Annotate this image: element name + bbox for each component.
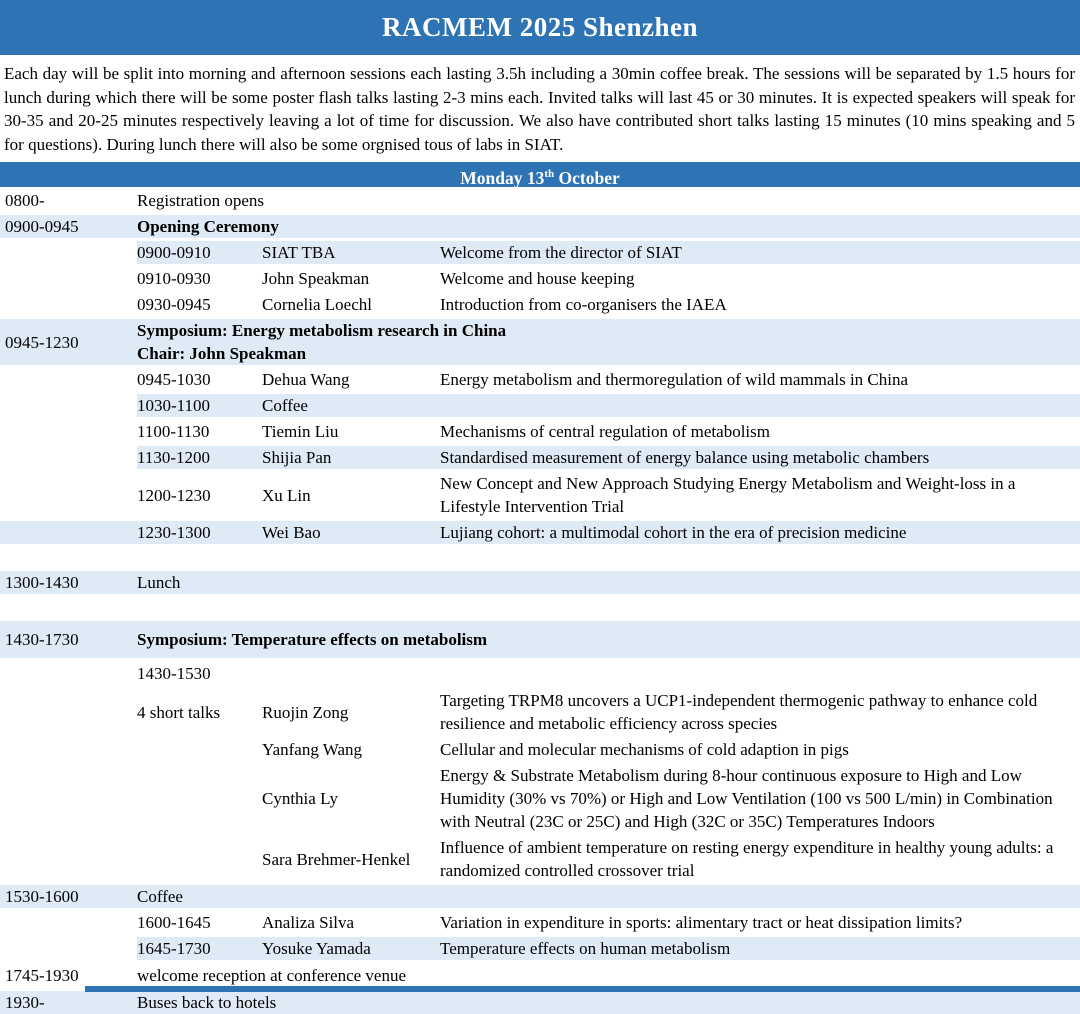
- row-detail: [137, 689, 1080, 735]
- row-detail: [137, 293, 1080, 316]
- session-cell: Symposium: Temperature effects on metabolism: [137, 630, 488, 649]
- schedule-row: [0, 911, 1080, 934]
- time-cell: 1430-1730: [5, 630, 79, 649]
- row-detail: [137, 738, 1080, 761]
- speaker-cell: Yanfang Wang: [262, 740, 362, 759]
- schedule-row: [0, 621, 1080, 658]
- row-detail: [137, 571, 1080, 594]
- row-detail: [137, 991, 1080, 1014]
- session-cell: 0945-1030: [137, 370, 211, 389]
- schedule-row: [0, 319, 1080, 365]
- row-detail: [137, 597, 1080, 618]
- speaker-cell: Xu Lin: [262, 485, 311, 505]
- session-cell: 0900-0910: [137, 243, 211, 262]
- talk-title-cell: Cellular and molecular mechanisms of cold adaption in pigs: [440, 740, 849, 759]
- row-detail: [137, 937, 1080, 960]
- schedule-row: [0, 472, 1080, 518]
- schedule-row: [0, 963, 1080, 988]
- intro-paragraph: Each day will be split into morning and afternoon sessions each lasting 3.5h including a 30min coffee break. The sessions will be separated by 1.5 hours for lunch during which there will be some poster flash talks lasting 2-3 mins each. Invited talks will last 45 or 30 minutes. It is expected speakers will speak for 30-35 and 20-25 minutes respectively leaving a lot of time for discussion. We also have contributed short talks lasting 15 minutes (10 mins speaking and 5 for questions). During lunch there will also be some orgnised tous of labs in SIAT.: [4, 64, 1075, 154]
- talk-title-cell: Temperature effects on human metabolism: [440, 939, 731, 958]
- talk-title-cell: Introduction from co-organisers the IAEA: [440, 295, 727, 314]
- speaker-cell: Ruojin Zong: [262, 702, 349, 722]
- session-cell: 1200-1230: [137, 485, 211, 505]
- session-cell: 1100-1130: [137, 422, 210, 441]
- schedule-row: [0, 764, 1080, 833]
- schedule-row: [0, 293, 1080, 316]
- row-detail: [137, 621, 1080, 658]
- time-cell: 0800-: [5, 191, 45, 210]
- row-detail: [137, 394, 1080, 417]
- title-bar: [0, 0, 1080, 55]
- time-cell: 1930-: [5, 993, 45, 1012]
- row-detail: [137, 241, 1080, 264]
- time-cell: 1530-1600: [5, 887, 79, 906]
- schedule-row: [0, 446, 1080, 469]
- session-cell: Symposium: Energy metabolism research in China Chair: John Speakman: [137, 321, 507, 363]
- session-cell: Buses back to hotels: [137, 993, 277, 1012]
- row-detail: [137, 885, 1080, 908]
- speaker-cell: Cynthia Ly: [262, 789, 339, 808]
- speaker-cell: Analiza Silva: [262, 913, 355, 932]
- next-table-header-partial: [85, 986, 1080, 992]
- session-cell: 4 short talks: [137, 702, 221, 722]
- speaker-cell: Wei Bao: [262, 523, 321, 542]
- row-detail: [137, 368, 1080, 391]
- row-detail: [137, 446, 1080, 469]
- talk-title-cell: Targeting TRPM8 uncovers a UCP1-independent thermogenic pathway to enhance cold resilience and metabolic efficiency across species: [440, 691, 1038, 733]
- row-detail: [137, 911, 1080, 934]
- row-detail: [137, 547, 1080, 568]
- schedule-row: [0, 597, 1080, 618]
- row-detail: [137, 319, 1080, 365]
- schedule-row: [0, 738, 1080, 761]
- talk-title-cell: Influence of ambient temperature on resting energy expenditure in healthy young adults: a randomized controlled crossover trial: [440, 838, 1054, 880]
- schedule-row: [0, 547, 1080, 568]
- talk-title-cell: Standardised measurement of energy balance using metabolic chambers: [440, 448, 930, 467]
- schedule-table: [0, 189, 1080, 1014]
- session-cell: 1030-1100: [137, 396, 211, 415]
- session-cell: Opening Ceremony: [137, 217, 279, 236]
- talk-title-cell: Variation in expenditure in sports: alimentary tract or heat dissipation limits?: [440, 913, 963, 932]
- schedule-row: [0, 189, 1080, 212]
- row-detail: [137, 521, 1080, 544]
- speaker-cell: John Speakman: [262, 269, 370, 288]
- speaker-cell: Sara Brehmer-Henkel: [262, 849, 411, 869]
- session-cell: Lunch: [137, 573, 181, 592]
- schedule-row: [0, 521, 1080, 544]
- row-detail: [137, 963, 1080, 988]
- row-detail: [137, 189, 1080, 212]
- time-cell: 0945-1230: [5, 332, 79, 352]
- session-cell: Coffee: [137, 887, 183, 906]
- speaker-cell: Tiemin Liu: [262, 422, 339, 441]
- day-header-bar: [0, 162, 1080, 187]
- session-cell: 1600-1645: [137, 913, 211, 932]
- speaker-cell: Coffee: [262, 396, 308, 415]
- row-detail: [137, 215, 1080, 238]
- row-detail: [137, 764, 1080, 833]
- talk-title-cell: New Concept and New Approach Studying Energy Metabolism and Weight-loss in a Lifestyle Intervention Trial: [440, 474, 1016, 516]
- session-cell: welcome reception at conference venue: [137, 966, 407, 985]
- talk-title-cell: Mechanisms of central regulation of metabolism: [440, 422, 770, 441]
- time-cell: 1745-1930: [5, 966, 79, 985]
- schedule-row: [0, 991, 1080, 1014]
- schedule-row: [0, 420, 1080, 443]
- schedule-row: [0, 661, 1080, 686]
- session-cell: 1230-1300: [137, 523, 211, 542]
- session-cell: 0930-0945: [137, 295, 211, 314]
- time-cell: 0900-0945: [5, 217, 79, 236]
- row-detail: [137, 836, 1080, 882]
- row-detail: [137, 661, 1080, 686]
- talk-title-cell: Lujiang cohort: a multimodal cohort in the era of precision medicine: [440, 523, 907, 542]
- row-detail: [137, 267, 1080, 290]
- session-cell: 1430-1530: [137, 664, 211, 683]
- session-cell: 1130-1200: [137, 448, 211, 467]
- schedule-row: [0, 689, 1080, 735]
- row-detail: [137, 420, 1080, 443]
- schedule-row: [0, 885, 1080, 908]
- schedule-row: [0, 836, 1080, 882]
- day-header-label: Monday 13th October: [460, 167, 620, 188]
- ordinal-superscript: th: [544, 168, 555, 180]
- talk-title-cell: Energy & Substrate Metabolism during 8-hour continuous exposure to High and Low Humidity (30% vs 70%) or High and Low Ventilation (100 vs 500 L/min) in Combination with Neutral (23C or 25C) and High (32C or 35C) Temperatures Indoors: [440, 766, 1053, 831]
- schedule-row: [0, 368, 1080, 391]
- talk-title-cell: Welcome and house keeping: [440, 269, 635, 288]
- session-cell: 0910-0930: [137, 269, 211, 288]
- row-detail: [137, 472, 1080, 518]
- speaker-cell: SIAT TBA: [262, 243, 336, 262]
- conference-title: RACMEM 2025 Shenzhen: [381, 12, 698, 42]
- talk-title-cell: Welcome from the director of SIAT: [440, 243, 682, 262]
- schedule-row: [0, 215, 1080, 238]
- schedule-row: [0, 394, 1080, 417]
- schedule-row: [0, 937, 1080, 960]
- schedule-row: [0, 571, 1080, 594]
- schedule-row: [0, 267, 1080, 290]
- speaker-cell: Dehua Wang: [262, 370, 350, 389]
- speaker-cell: Yosuke Yamada: [262, 939, 371, 958]
- speaker-cell: Cornelia Loechl: [262, 295, 372, 314]
- speaker-cell: Shijia Pan: [262, 448, 332, 467]
- time-cell: 1300-1430: [5, 573, 79, 592]
- session-cell: Registration opens: [137, 191, 265, 210]
- session-cell: 1645-1730: [137, 939, 211, 958]
- talk-title-cell: Energy metabolism and thermoregulation of wild mammals in China: [440, 370, 909, 389]
- schedule-row: [0, 241, 1080, 264]
